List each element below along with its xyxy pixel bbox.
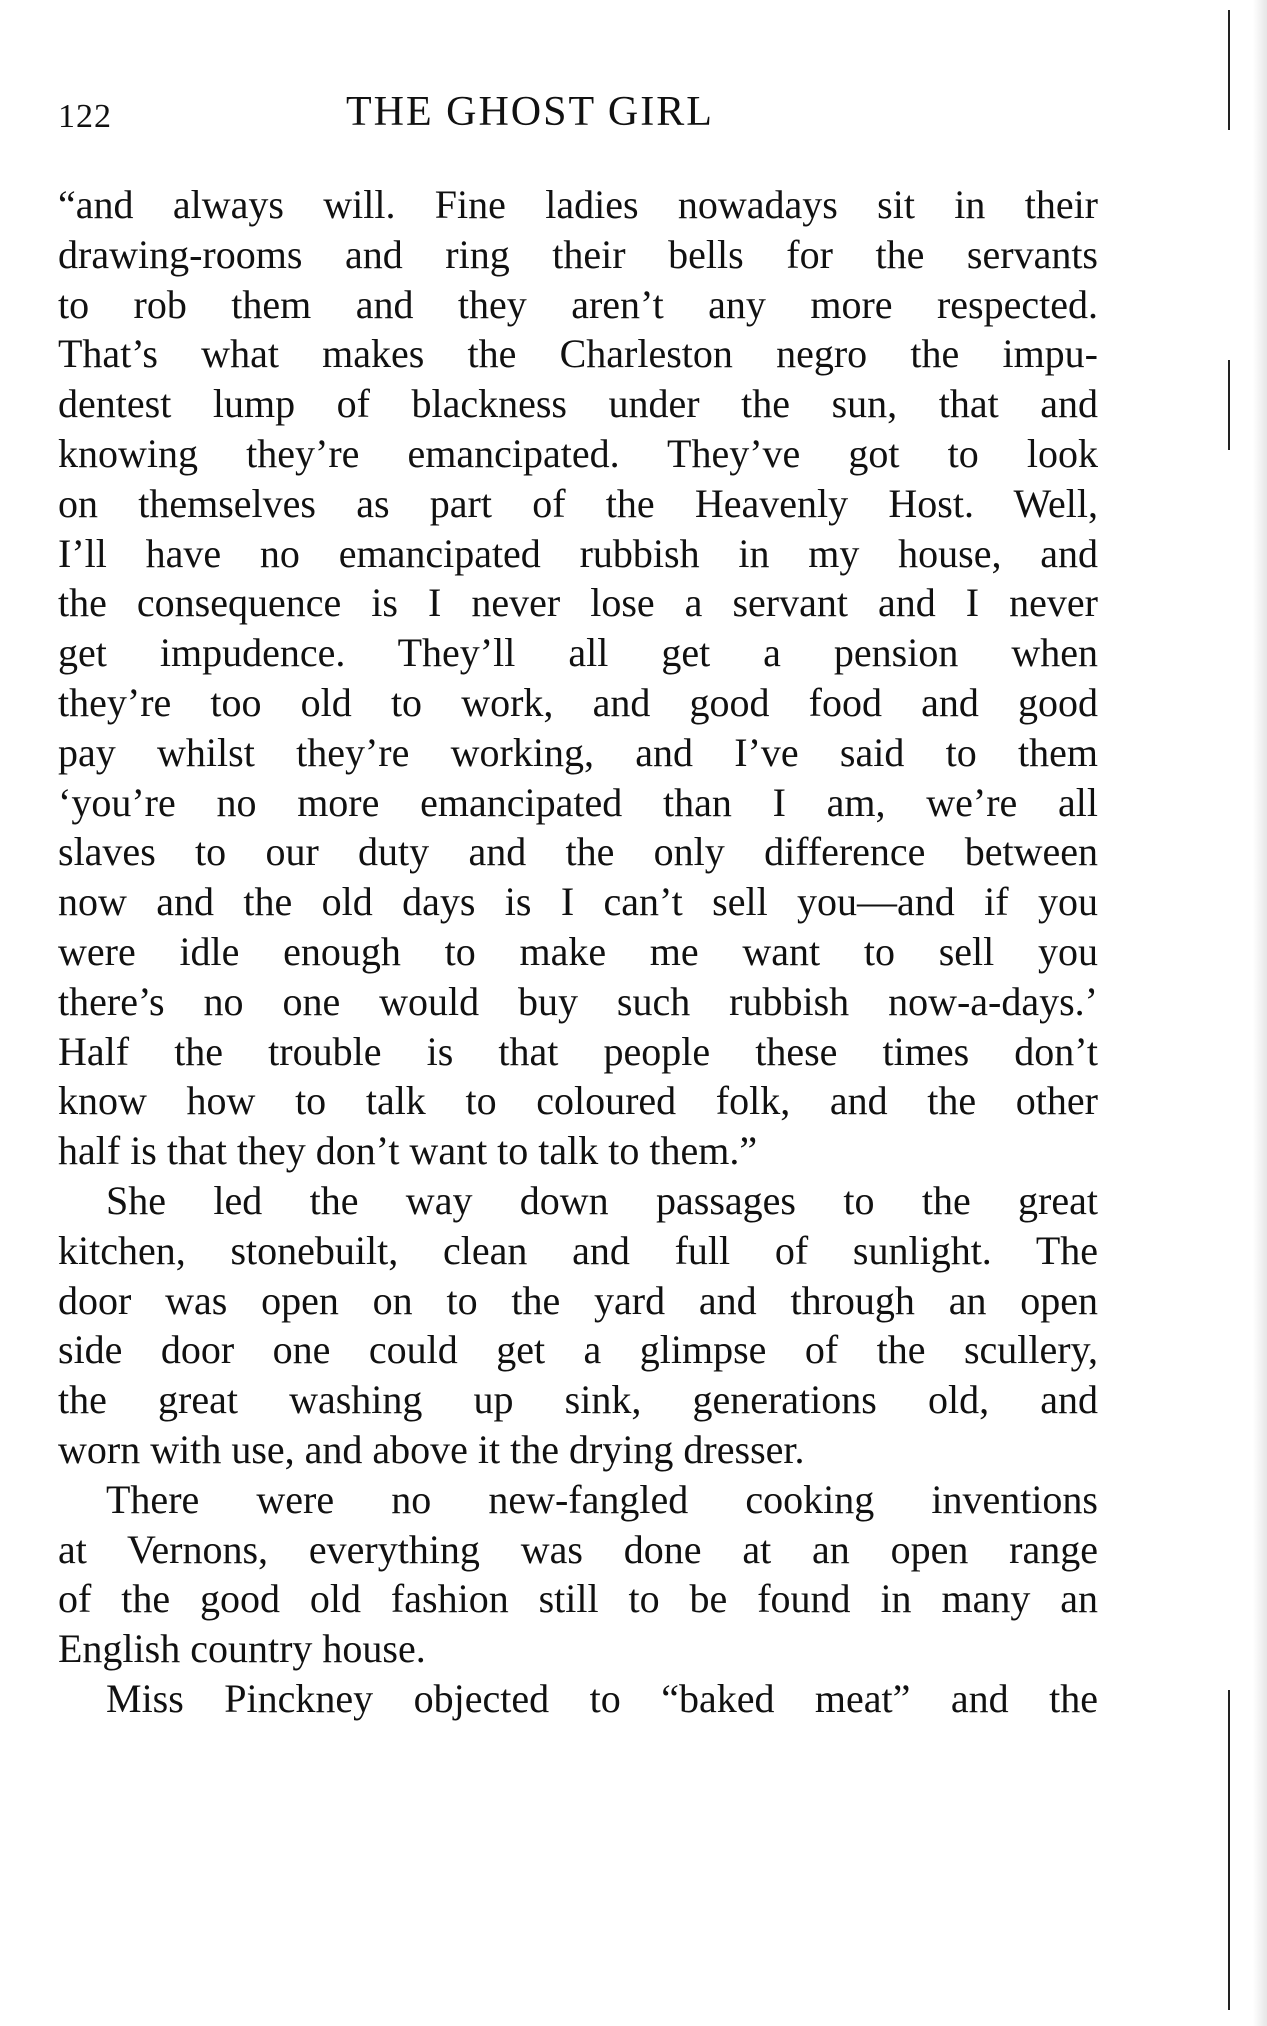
text-line: of the good old fashion still to be found in many an <box>58 1576 1098 1622</box>
page-edge-mark <box>1228 360 1230 450</box>
page-edge-mark <box>1228 10 1230 130</box>
page-header <box>58 88 1098 148</box>
text-line: I’ll have no emancipated rubbish in my house, and <box>58 530 1098 576</box>
text-line: door was open on to the yard and through an open <box>58 1277 1098 1323</box>
text-line: on themselves as part of the Heavenly Host. Well, <box>58 480 1098 526</box>
text-line: now and the old days is I can’t sell you—and if you <box>58 879 1098 925</box>
text-line: the consequence is I never lose a servant and I never <box>58 580 1098 626</box>
text-line: half is that they don’t want to talk to them.” <box>58 1128 758 1174</box>
text-line: Half the trouble is that people these times don’t <box>58 1028 1098 1074</box>
text-line: there’s no one would buy such rubbish now-a-days.’ <box>58 978 1098 1024</box>
text-line: slaves to our duty and the only difference between <box>58 829 1098 875</box>
text-line: worn with use, and above it the drying dresser. <box>58 1426 805 1472</box>
text-line: drawing-rooms and ring their bells for the servants <box>58 231 1098 277</box>
text-line: English country house. <box>58 1626 426 1672</box>
text-line: ‘you’re no more emancipated than I am, we’re all <box>58 779 1098 825</box>
text-line: side door one could get a glimpse of the scullery, <box>58 1327 1098 1373</box>
text-line: get impudence. They’ll all get a pension when <box>58 630 1098 676</box>
text-line: Miss Pinckney objected to “baked meat” and the <box>106 1675 1098 1721</box>
text-line: pay whilst they’re working, and I’ve said to them <box>58 729 1098 775</box>
page-edge-shadow <box>1253 0 1267 2026</box>
text-line: knowing they’re emancipated. They’ve got to look <box>58 430 1098 476</box>
text-line: There were no new-fangled cooking inventions <box>106 1476 1098 1522</box>
running-title: THE GHOST GIRL <box>346 89 714 135</box>
text-line: were idle enough to make me want to sell you <box>58 928 1098 974</box>
text-line: dentest lump of blackness under the sun, that and <box>58 381 1098 427</box>
text-line: the great washing up sink, generations old, and <box>58 1377 1098 1423</box>
text-line: “and always will. Fine ladies nowadays sit in their <box>58 182 1098 227</box>
text-line: know how to talk to coloured folk, and the other <box>58 1078 1098 1124</box>
text-line: That’s what makes the Charleston negro the impu- <box>58 331 1098 377</box>
page-edge-mark <box>1228 1690 1230 2010</box>
text-line: at Vernons, everything was done at an open range <box>58 1526 1098 1572</box>
body-text <box>58 180 1098 1724</box>
text-line: they’re too old to work, and good food and good <box>58 679 1098 725</box>
text-line: kitchen, stonebuilt, clean and full of sunlight. The <box>58 1227 1098 1273</box>
page-number: 122 <box>58 98 112 135</box>
text-line: to rob them and they aren’t any more respected. <box>58 281 1098 327</box>
text-line: She led the way down passages to the great <box>106 1177 1098 1223</box>
